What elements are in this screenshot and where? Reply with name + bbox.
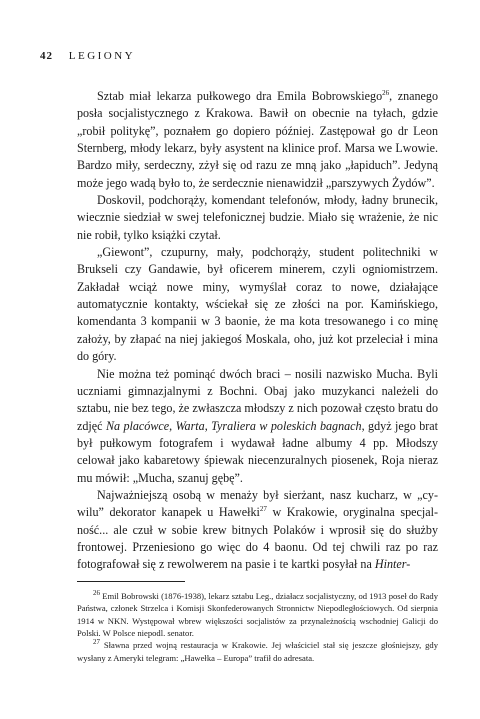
footnote-separator — [77, 581, 185, 582]
paragraph — [77, 88, 438, 192]
paragraph — [77, 192, 438, 244]
text-run: Doskovil, podchorąży, komendant telefonów, młody, ładny brunecik, wiecznie siedział w swej telefonicznej budzie. Miało się wrażenie, że nic nie robił, tylko książki czytał. — [77, 193, 438, 242]
running-header — [40, 50, 135, 62]
main-text — [77, 88, 438, 574]
italic-title: Tyraliera w poleskich bagnach — [211, 418, 362, 433]
text-run: w Krakowie, oryginalna specjalność... ale czuł w sobie krew bitnych Polaków i wprosił się do służby frontowej. Przeniesiono go więc do 4 baonu. Od tej chwili raz po raz fotografował się z rewolwerem na pasie i te kartki posyłał na — [77, 505, 438, 572]
text-run: , znanego posła socjalistycznego z Krakowa. Bawił on obecnie na tyłach, gdzie „robił politykę”, poznałem go dopiero później. Zastępował go dr Leon Sternberg, młody lekarz, były asystent na klinice prof. Marsa we Lwowie. Bardzo miły, serdeczny, zżył się od razu ze mną jako „łapiduch”. Jedyną może jego wadą było to, że serdecznie nienawidził „parszywych Żydów”. — [77, 89, 438, 190]
text-run: Nie można też pominąć dwóch braci – nosili nazwisko Mucha. Byli uczniami gimnazjalnymi z Bochni. Obaj jako muzykanci należeli do sztabu, nie bez tego, że zwłaszcza młodszy z nich pozował często bratu do zdjęć — [77, 366, 438, 433]
footnote-ref: 27 — [259, 505, 267, 514]
text-run: , — [169, 418, 176, 433]
italic-title: Na placówce — [105, 418, 170, 433]
paragraph — [77, 366, 438, 487]
footnote-ref: 26 — [93, 589, 100, 598]
paragraph — [77, 487, 438, 574]
text-run: Sławna przed wojną restauracja w Krakowie. Jej właściciel stał się jeszcze głośniejszy, gdy wysłany z Ameryki telegram: „Hawełka – Europa” trafił do adresata. — [77, 640, 438, 663]
text-run: Emil Bobrowski (1876-1938), lekarz sztabu Leg., działacz socjalistyczny, od 1913 poseł do Rady Państwa, członek Strzelca i Komisji Skonfederowanych Stronnictw Niepodległościowych. Od sierpnia 1914 w NKN. Występował wbrew większości socjalistów za przynależnością wschodniej Galicji do Polski. W Polsce niepodl. senator. — [77, 591, 438, 639]
italic-title: Hinter- — [374, 557, 411, 572]
footnote — [77, 590, 438, 639]
text-run: Najważniejszą osobą w menaży był sierżant, nasz kucharz, w „cywilu” dekorator kanapek u Hawełki — [77, 487, 438, 520]
footnote-ref: 26 — [382, 88, 390, 97]
text-run: , — [204, 418, 212, 433]
footnote — [77, 639, 438, 664]
text-run: „Giewont”, czupurny, mały, podchorąży, student politechniki w Brukseli czy Gandawie, był oficerem minerem, czyli ogniomistrzem. Zakładał wciąż nowe miny, wymyślał coraz to nowe, działające automatycznie kontakty, wściekał się ze złości na por. Kamińskiego, komendanta 3 kompanii w 3 baonie, że ma kota tresowanego i co minę założy, by złapać na niej jakiegoś Moskala, oho, już kot przeleciał i mina do góry. — [77, 245, 438, 364]
italic-title: Warta — [175, 418, 205, 433]
paragraph — [77, 244, 438, 365]
footnotes — [77, 590, 438, 664]
text-run: , gdyż jego brat był pułkowym fotografem i wydawał ładne albumy 4 pp. Młodszy celował jako kabaretowy śpiewak niecenzuralnych piosenek, Roja nieraz mu mówił: „Mucha, szanuj gębę”. — [77, 418, 439, 485]
text-run: Sztab miał lekarza pułkowego dra Emila Bobrowskiego — [97, 89, 383, 103]
page-number: 42 — [40, 50, 53, 62]
footnote-ref: 27 — [93, 638, 100, 647]
running-title: LEGIONY — [68, 50, 136, 62]
